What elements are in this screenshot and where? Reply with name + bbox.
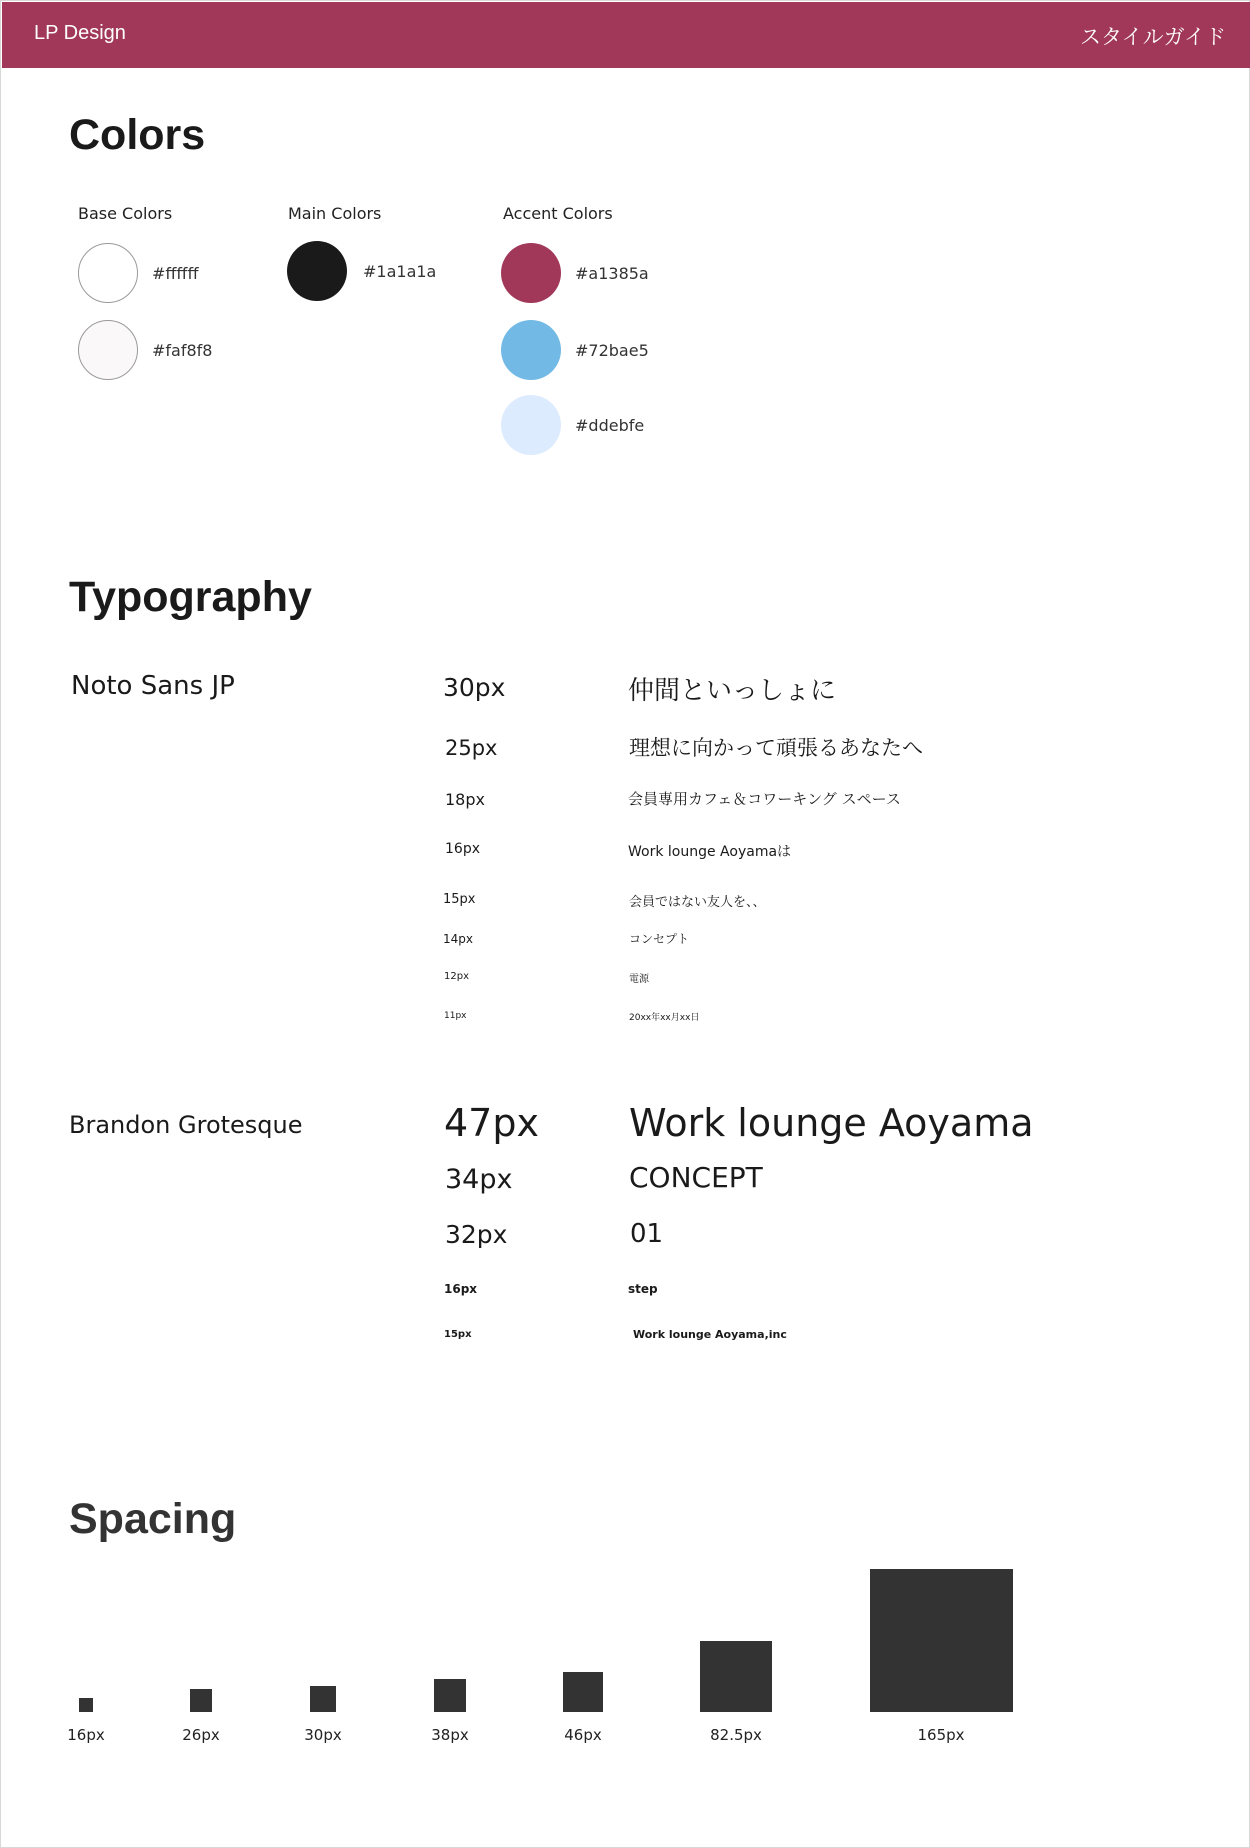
type-size-label: 12px	[444, 971, 469, 982]
spacing-square	[190, 1689, 213, 1712]
swatch-accent-crimson-hex: #a1385a	[575, 264, 649, 283]
type-size-label: 25px	[445, 736, 498, 760]
type-size-label: 16px	[445, 841, 480, 857]
typography-heading: Typography	[69, 573, 312, 621]
spacing-square	[79, 1698, 93, 1712]
swatch-white	[78, 243, 138, 303]
type-size-label: 32px	[445, 1220, 508, 1249]
spacing-square	[434, 1679, 467, 1712]
type-sample: CONCEPT	[629, 1161, 763, 1194]
type-sample: Work lounge Aoyamaは	[628, 844, 792, 860]
swatch-off-white	[78, 320, 138, 380]
spacing-label: 16px	[67, 1726, 105, 1744]
spacing-square	[563, 1672, 603, 1712]
swatch-accent-light-blue-hex: #ddebfe	[575, 416, 645, 435]
type-size-label: 15px	[444, 1329, 472, 1340]
swatch-accent-crimson	[501, 243, 561, 303]
brand-title: LP Design	[34, 22, 126, 44]
style-guide-label: スタイルガイド	[1080, 25, 1226, 49]
type-size-label: 15px	[443, 892, 476, 907]
main-colors-label: Main Colors	[288, 204, 382, 223]
swatch-off-white-hex: #faf8f8	[152, 341, 213, 360]
type-sample: 会員専用カフェ＆コワーキング スペース	[628, 790, 901, 808]
type-sample: コンセプト	[629, 932, 690, 946]
type-size-label: 11px	[444, 1011, 467, 1021]
type-size-label: 34px	[445, 1164, 513, 1195]
spacing-label: 26px	[182, 1726, 220, 1744]
swatch-main-black-hex: #1a1a1a	[363, 262, 437, 281]
spacing-heading: Spacing	[69, 1495, 237, 1543]
spacing-label: 82.5px	[710, 1726, 762, 1744]
type-sample: 仲間といっしょに	[628, 676, 837, 706]
spacing-label: 30px	[304, 1726, 342, 1744]
type-sample: 理想に向かって頑張るあなたへ	[629, 736, 923, 760]
type-sample: Work lounge Aoyama,inc	[633, 1328, 787, 1341]
spacing-label: 165px	[917, 1726, 965, 1744]
type-sample: 20xx年xx月xx日	[629, 1013, 700, 1023]
spacing-label: 38px	[431, 1726, 469, 1744]
colors-heading: Colors	[69, 111, 206, 159]
swatch-accent-blue-hex: #72bae5	[575, 341, 649, 360]
spacing-label: 46px	[564, 1726, 602, 1744]
spacing-square	[700, 1641, 772, 1713]
swatch-accent-light-blue	[501, 395, 561, 455]
type-sample: 01	[630, 1219, 664, 1249]
type-sample: 電源	[629, 974, 649, 985]
type-size-label: 14px	[443, 932, 473, 946]
swatch-main-black	[287, 241, 347, 301]
base-colors-label: Base Colors	[78, 204, 173, 223]
top-bar	[2, 2, 1250, 68]
swatch-accent-blue	[501, 320, 561, 380]
type-size-label: 30px	[443, 673, 506, 702]
spacing-square	[870, 1569, 1013, 1712]
font-name-noto-sans-jp: Noto Sans JP	[71, 671, 235, 701]
type-sample: step	[628, 1282, 658, 1296]
swatch-white-hex: #ffffff	[152, 264, 199, 283]
spacing-square	[310, 1686, 336, 1712]
accent-colors-label: Accent Colors	[503, 204, 613, 223]
type-sample: 会員ではない友人を、、	[629, 895, 766, 910]
type-size-label: 47px	[444, 1101, 539, 1145]
type-size-label: 16px	[444, 1282, 478, 1296]
font-name-brandon-grotesque: Brandon Grotesque	[69, 1111, 303, 1139]
type-size-label: 18px	[445, 790, 485, 809]
type-sample: Work lounge Aoyama	[629, 1101, 1034, 1145]
